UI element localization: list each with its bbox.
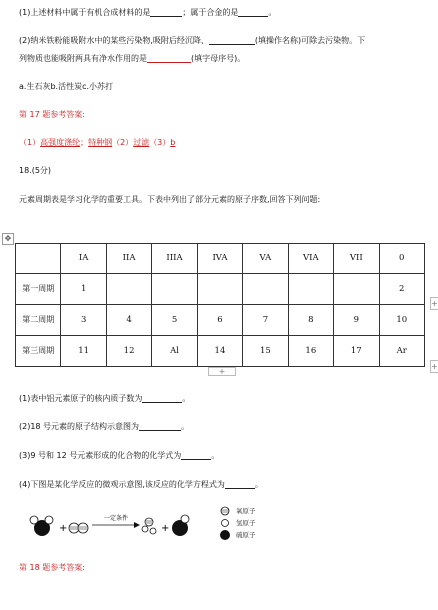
q17-options: a.生石灰b.活性炭c.小苏打 bbox=[19, 82, 114, 91]
answer-text: 过滤 bbox=[133, 138, 150, 147]
answer-part-label: （3） bbox=[149, 138, 171, 147]
q18-intro: 元素周期表是学习化学的重要工具。下表中列出了部分元素的原子序数,回答下列问题: bbox=[19, 195, 321, 204]
table-cell: 3 bbox=[61, 305, 106, 336]
q18-part3-text: (3)9 号和 12 号元素形成的化合物的化学式为 bbox=[19, 451, 182, 460]
q18-number: 18.(5分) bbox=[19, 166, 52, 175]
q17-part2-text-a: (2)纳米铁粉能吸附水中的某些污染物,吸附后经沉降、 bbox=[19, 36, 209, 45]
q18-part2-text: (2)18 号元素的原子结构示意图为 bbox=[19, 422, 140, 431]
q18-part1-text: (1)表中铝元素原子的核内质子数为 bbox=[19, 394, 143, 403]
q17-part1-text-a: (1)上述材料中属于有机合成材料的是 bbox=[19, 8, 151, 17]
q17-part1-text-b: ；属于合金的是 bbox=[182, 8, 239, 17]
table-row-label: 第二周期 bbox=[16, 305, 61, 336]
table-header-cell: VA bbox=[243, 244, 288, 274]
table-cell: 8 bbox=[288, 305, 333, 336]
legend-label-hydrogen: 氢原子 bbox=[236, 519, 256, 527]
table-move-handle[interactable]: ✥ bbox=[2, 233, 14, 245]
table-cell: 10 bbox=[379, 305, 425, 336]
answer-text: 特种钢 bbox=[88, 138, 113, 147]
answer-text: 高强度涤纶 bbox=[40, 138, 81, 147]
table-header-cell bbox=[16, 244, 61, 274]
q17-part2-text-b: (填操作名称)可除去污染物。下 bbox=[254, 36, 366, 45]
table-header-cell: VIA bbox=[288, 244, 333, 274]
q17-part1 bbox=[19, 7, 276, 18]
q18-part1-end: 。 bbox=[182, 394, 191, 403]
reaction-condition: 一定条件 bbox=[103, 515, 129, 522]
table-cell: 1 bbox=[61, 274, 106, 305]
table-cell bbox=[243, 274, 288, 305]
product-molecule-1 bbox=[142, 518, 156, 534]
reactant-molecule-1 bbox=[30, 516, 53, 536]
answer-blank bbox=[225, 479, 255, 489]
table-cell: Al bbox=[152, 336, 197, 367]
table-cell: 15 bbox=[243, 336, 288, 367]
answer-blank bbox=[181, 450, 211, 460]
answer-part-label: （2） bbox=[112, 138, 134, 147]
answer-blank bbox=[139, 421, 181, 431]
q18-part2-end: 。 bbox=[181, 422, 190, 431]
table-cell bbox=[334, 274, 379, 305]
table-cell: 7 bbox=[243, 305, 288, 336]
add-row-button[interactable]: + bbox=[208, 367, 236, 376]
q18-part1 bbox=[19, 393, 190, 404]
hydrogen-atom-icon bbox=[222, 520, 229, 527]
q17-part2-text-c: 列物质也能吸附两具有净水作用的是 bbox=[19, 54, 147, 63]
q17-part2-line1 bbox=[19, 35, 365, 46]
table-header-cell: IIIA bbox=[152, 244, 197, 274]
answer-part-label: （1） bbox=[19, 138, 41, 147]
table-row bbox=[16, 274, 425, 305]
table-cell: 17 bbox=[334, 336, 379, 367]
q18-part4 bbox=[19, 479, 263, 490]
table-cell: 5 bbox=[152, 305, 197, 336]
periodic-table bbox=[15, 243, 425, 367]
table-cell: 4 bbox=[106, 305, 151, 336]
answer-separator: ； bbox=[80, 138, 89, 147]
table-header-cell: 0 bbox=[379, 244, 425, 274]
table-header-cell: IIA bbox=[106, 244, 151, 274]
plus-sign: + bbox=[161, 523, 170, 534]
reactant-molecule-2 bbox=[69, 523, 88, 533]
answer-blank bbox=[147, 53, 191, 63]
table-cell bbox=[152, 274, 197, 305]
table-cell: Ar bbox=[379, 336, 425, 367]
table-cell: 14 bbox=[197, 336, 242, 367]
q18-part4-text: (4)下图是某化学反应的微观示意图,该反应的化学方程式为 bbox=[19, 480, 225, 489]
table-row bbox=[16, 305, 425, 336]
q17-answer-heading: 第 17 题参考答案: bbox=[19, 110, 85, 119]
table-cell bbox=[288, 274, 333, 305]
add-column-button[interactable]: + bbox=[431, 299, 438, 308]
q18-part3 bbox=[19, 450, 219, 461]
table-cell: 16 bbox=[288, 336, 333, 367]
table-cell bbox=[106, 274, 151, 305]
q18-part4-end: 。 bbox=[254, 480, 263, 489]
product-molecule-2 bbox=[172, 515, 189, 536]
q17-part1-end: 。 bbox=[268, 8, 277, 17]
q17-part2-text-d: (填字母序号)。 bbox=[191, 54, 246, 63]
table-cell: 11 bbox=[61, 336, 106, 367]
q18-part3-end: 。 bbox=[211, 451, 220, 460]
q18-answer-heading: 第 18 题参考答案: bbox=[19, 563, 85, 572]
q17-answer bbox=[19, 138, 175, 148]
table-header-cell: IA bbox=[61, 244, 106, 274]
table-row bbox=[16, 336, 425, 367]
q18-part2 bbox=[19, 421, 189, 432]
reaction-diagram bbox=[22, 506, 222, 546]
table-cell: 2 bbox=[379, 274, 425, 305]
table-cell: 9 bbox=[334, 305, 379, 336]
answer-blank bbox=[209, 35, 255, 45]
answer-blank bbox=[238, 7, 268, 17]
table-header-cell: VII bbox=[334, 244, 379, 274]
table-header-row bbox=[16, 244, 425, 274]
legend-label-sulfur: 硫原子 bbox=[236, 531, 256, 539]
table-cell bbox=[197, 274, 242, 305]
table-row-label: 第一周期 bbox=[16, 274, 61, 305]
oxygen-atom-icon bbox=[221, 507, 229, 515]
table-row-label: 第三周期 bbox=[16, 336, 61, 367]
table-cell: 12 bbox=[106, 336, 151, 367]
plus-sign: + bbox=[59, 523, 68, 534]
legend-symbols bbox=[218, 506, 232, 542]
q17-part2-line2 bbox=[19, 53, 245, 64]
answer-blank bbox=[150, 7, 182, 17]
legend-label-oxygen: 氧原子 bbox=[236, 507, 256, 515]
table-header-cell: IVA bbox=[197, 244, 242, 274]
table-cell: 6 bbox=[197, 305, 242, 336]
add-column-button[interactable]: + bbox=[431, 362, 438, 371]
answer-blank bbox=[142, 393, 182, 403]
arrow-head-icon bbox=[134, 522, 140, 528]
sulfur-atom-icon bbox=[220, 530, 230, 540]
answer-text: b bbox=[170, 138, 176, 147]
